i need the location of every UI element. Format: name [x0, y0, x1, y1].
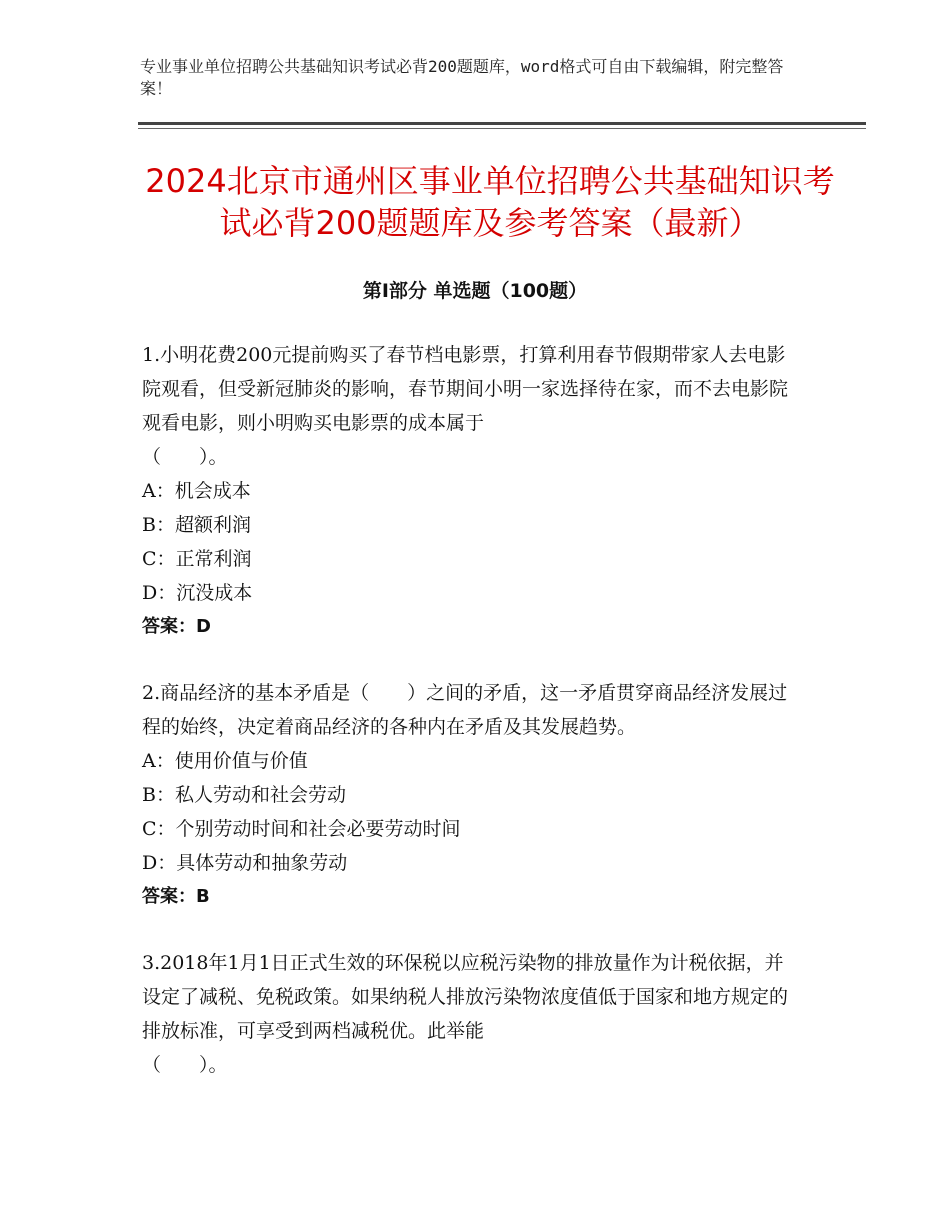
option-d: D：具体劳动和抽象劳动 — [142, 852, 348, 874]
question-stem: 1.小明花费200元提前购买了春节档电影票，打算利用春节假期带家人去电影院观看，但受新冠肺炎的影响，春节期间小明一家选择待在家，而不去电影院观看电影，则小明购买电影票的成本属于 — [142, 344, 789, 434]
option-a: A：使用价值与价值 — [142, 750, 308, 772]
option-d: D：沉没成本 — [142, 582, 253, 604]
option-b: B：私人劳动和社会劳动 — [142, 784, 346, 806]
question-stem: 3.2018年1月1日正式生效的环保税以应税污染物的排放量作为计税依据，并设定了减税、免税政策。如果纳税人排放污染物浓度值低于国家和地方规定的排放标准，可享受到两档减税优。此举能 — [142, 952, 789, 1042]
option-c: C：个别劳动时间和社会必要劳动时间 — [142, 818, 461, 840]
document-title: 2024北京市通州区事业单位招聘公共基础知识考试必背200题题库及参考答案（最新） — [145, 162, 835, 242]
header-rule-thick — [138, 122, 866, 125]
question-3 — [142, 946, 802, 1082]
question-2 — [142, 676, 802, 914]
option-b: B：超额利润 — [142, 514, 251, 536]
option-c: C：正常利润 — [142, 548, 252, 570]
header-rule-thin — [138, 128, 866, 129]
section-heading: 第Ⅰ部分 单选题（100题） — [362, 280, 588, 302]
question-stem: 2.商品经济的基本矛盾是（ ）之间的矛盾，这一矛盾贯穿商品经济发展过程的始终，决定着商品经济的各种内在矛盾及其发展趋势。 — [142, 682, 788, 738]
option-a: A：机会成本 — [142, 480, 251, 502]
answer-label: 答案：D — [142, 616, 211, 637]
question-blank: （ ）。 — [142, 446, 228, 468]
question-1 — [142, 338, 802, 644]
question-blank: （ ）。 — [142, 1054, 228, 1076]
question-list — [142, 338, 802, 1114]
answer-label: 答案：B — [142, 886, 210, 907]
header-note: 专业事业单位招聘公共基础知识考试必背200题题库，word格式可自由下载编辑，附完整答案！ — [140, 57, 784, 98]
